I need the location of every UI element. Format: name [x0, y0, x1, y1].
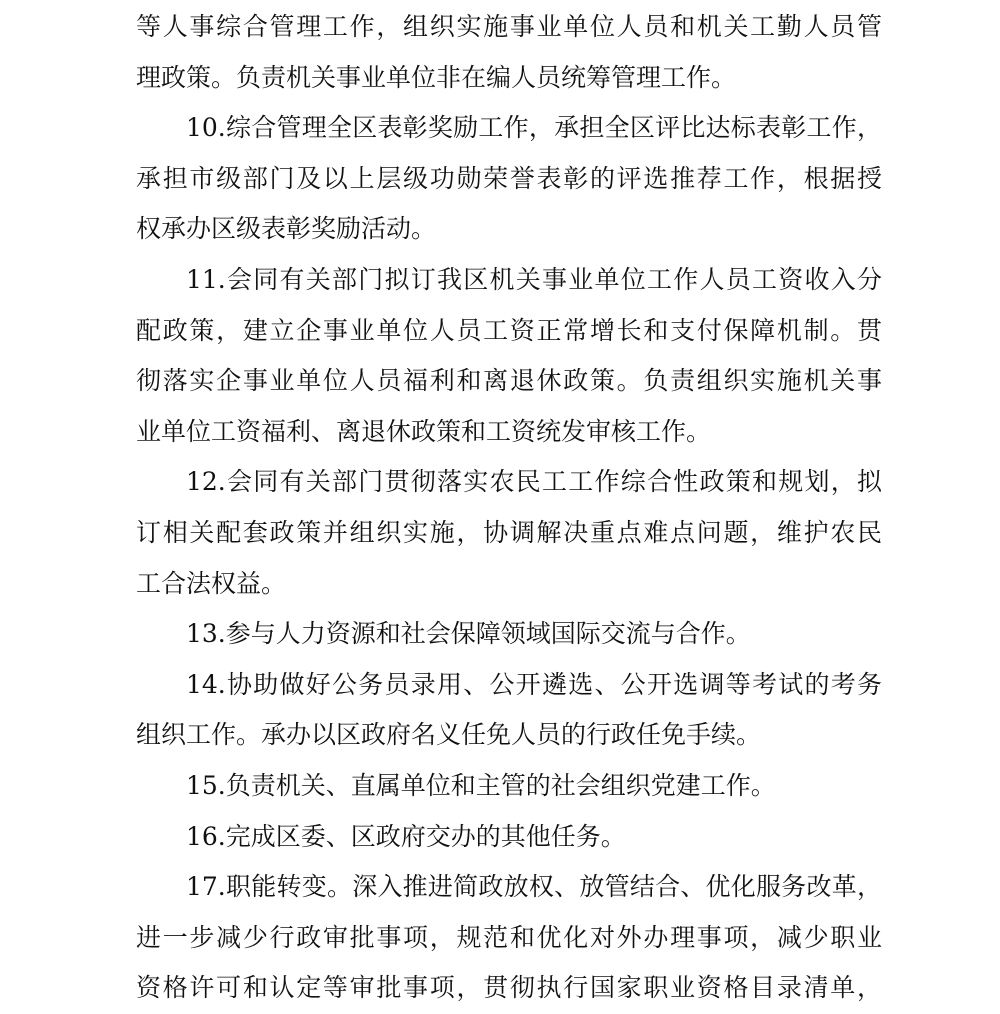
- text-line-content: 理政策。负责机关事业单位非在编人员统筹管理工作。: [136, 62, 737, 92]
- text-line-content: 承担市级部门及以上层级功勋荣誉表彰的评选推荐工作，根据授: [136, 163, 882, 193]
- text-line: [136, 255, 882, 306]
- document-body: [136, 0, 882, 1014]
- text-line-content: 17.职能转变。深入推进简政放权、放管结合、优化服务改革，: [186, 872, 882, 902]
- text-line: [136, 710, 882, 761]
- text-line: [136, 407, 882, 458]
- text-line: [136, 2, 882, 53]
- text-line-content: 10.综合管理全区表彰奖励工作，承担全区评比达标表彰工作，: [186, 113, 882, 143]
- text-line-content: 配政策，建立企事业单位人员工资正常增长和支付保障机制。贯: [136, 315, 882, 345]
- text-line-content: 等人事综合管理工作，组织实施事业单位人员和机关工勤人员管: [136, 12, 882, 41]
- text-line: [136, 356, 882, 407]
- text-line: [136, 306, 882, 357]
- text-line: [136, 559, 882, 610]
- text-line-content: 订相关配套政策并组织实施，协调解决重点难点问题，维护农民: [136, 517, 882, 547]
- text-line-content: 业单位工资福利、离退休政策和工资统发审核工作。: [136, 416, 712, 446]
- text-line: [136, 508, 882, 559]
- text-line: [136, 660, 882, 711]
- text-line-content: 进一步减少行政审批事项，规范和优化对外办理事项，减少职业: [136, 922, 882, 952]
- text-line-content: 14.协助做好公务员录用、公开遴选、公开选调等考试的考务: [186, 669, 882, 699]
- text-line-content: 11.会同有关部门拟订我区机关事业单位工作人员工资收入分: [186, 264, 882, 294]
- text-line: [136, 103, 882, 154]
- text-line: [136, 53, 882, 104]
- text-line-content: 彻落实企事业单位人员福利和离退休政策。负责组织实施机关事: [136, 366, 882, 396]
- text-line-content: 工合法权益。: [136, 568, 287, 598]
- text-line-content: 15.负责机关、直属单位和主管的社会组织党建工作。: [186, 770, 776, 800]
- text-line: [136, 913, 882, 964]
- text-line: [136, 963, 882, 1014]
- text-line-content: 12.会同有关部门贯彻落实农民工工作综合性政策和规划，拟: [186, 467, 882, 497]
- text-line: [136, 761, 882, 812]
- text-line-content: 资格许可和认定等审批事项，贯彻执行国家职业资格目录清单，: [136, 973, 882, 1003]
- text-line: [136, 457, 882, 508]
- text-line: [136, 862, 882, 913]
- text-line: [136, 154, 882, 205]
- text-line-content: 13.参与人力资源和社会保障领域国际交流与合作。: [186, 619, 751, 649]
- text-line-content: 组织工作。承办以区政府名义任免人员的行政任免手续。: [136, 720, 762, 750]
- text-line: [136, 609, 882, 660]
- text-line: [136, 812, 882, 863]
- text-line: [136, 204, 882, 255]
- text-line-content: 16.完成区委、区政府交办的其他任务。: [186, 821, 626, 851]
- text-line-content: 权承办区级表彰奖励活动。: [136, 214, 437, 244]
